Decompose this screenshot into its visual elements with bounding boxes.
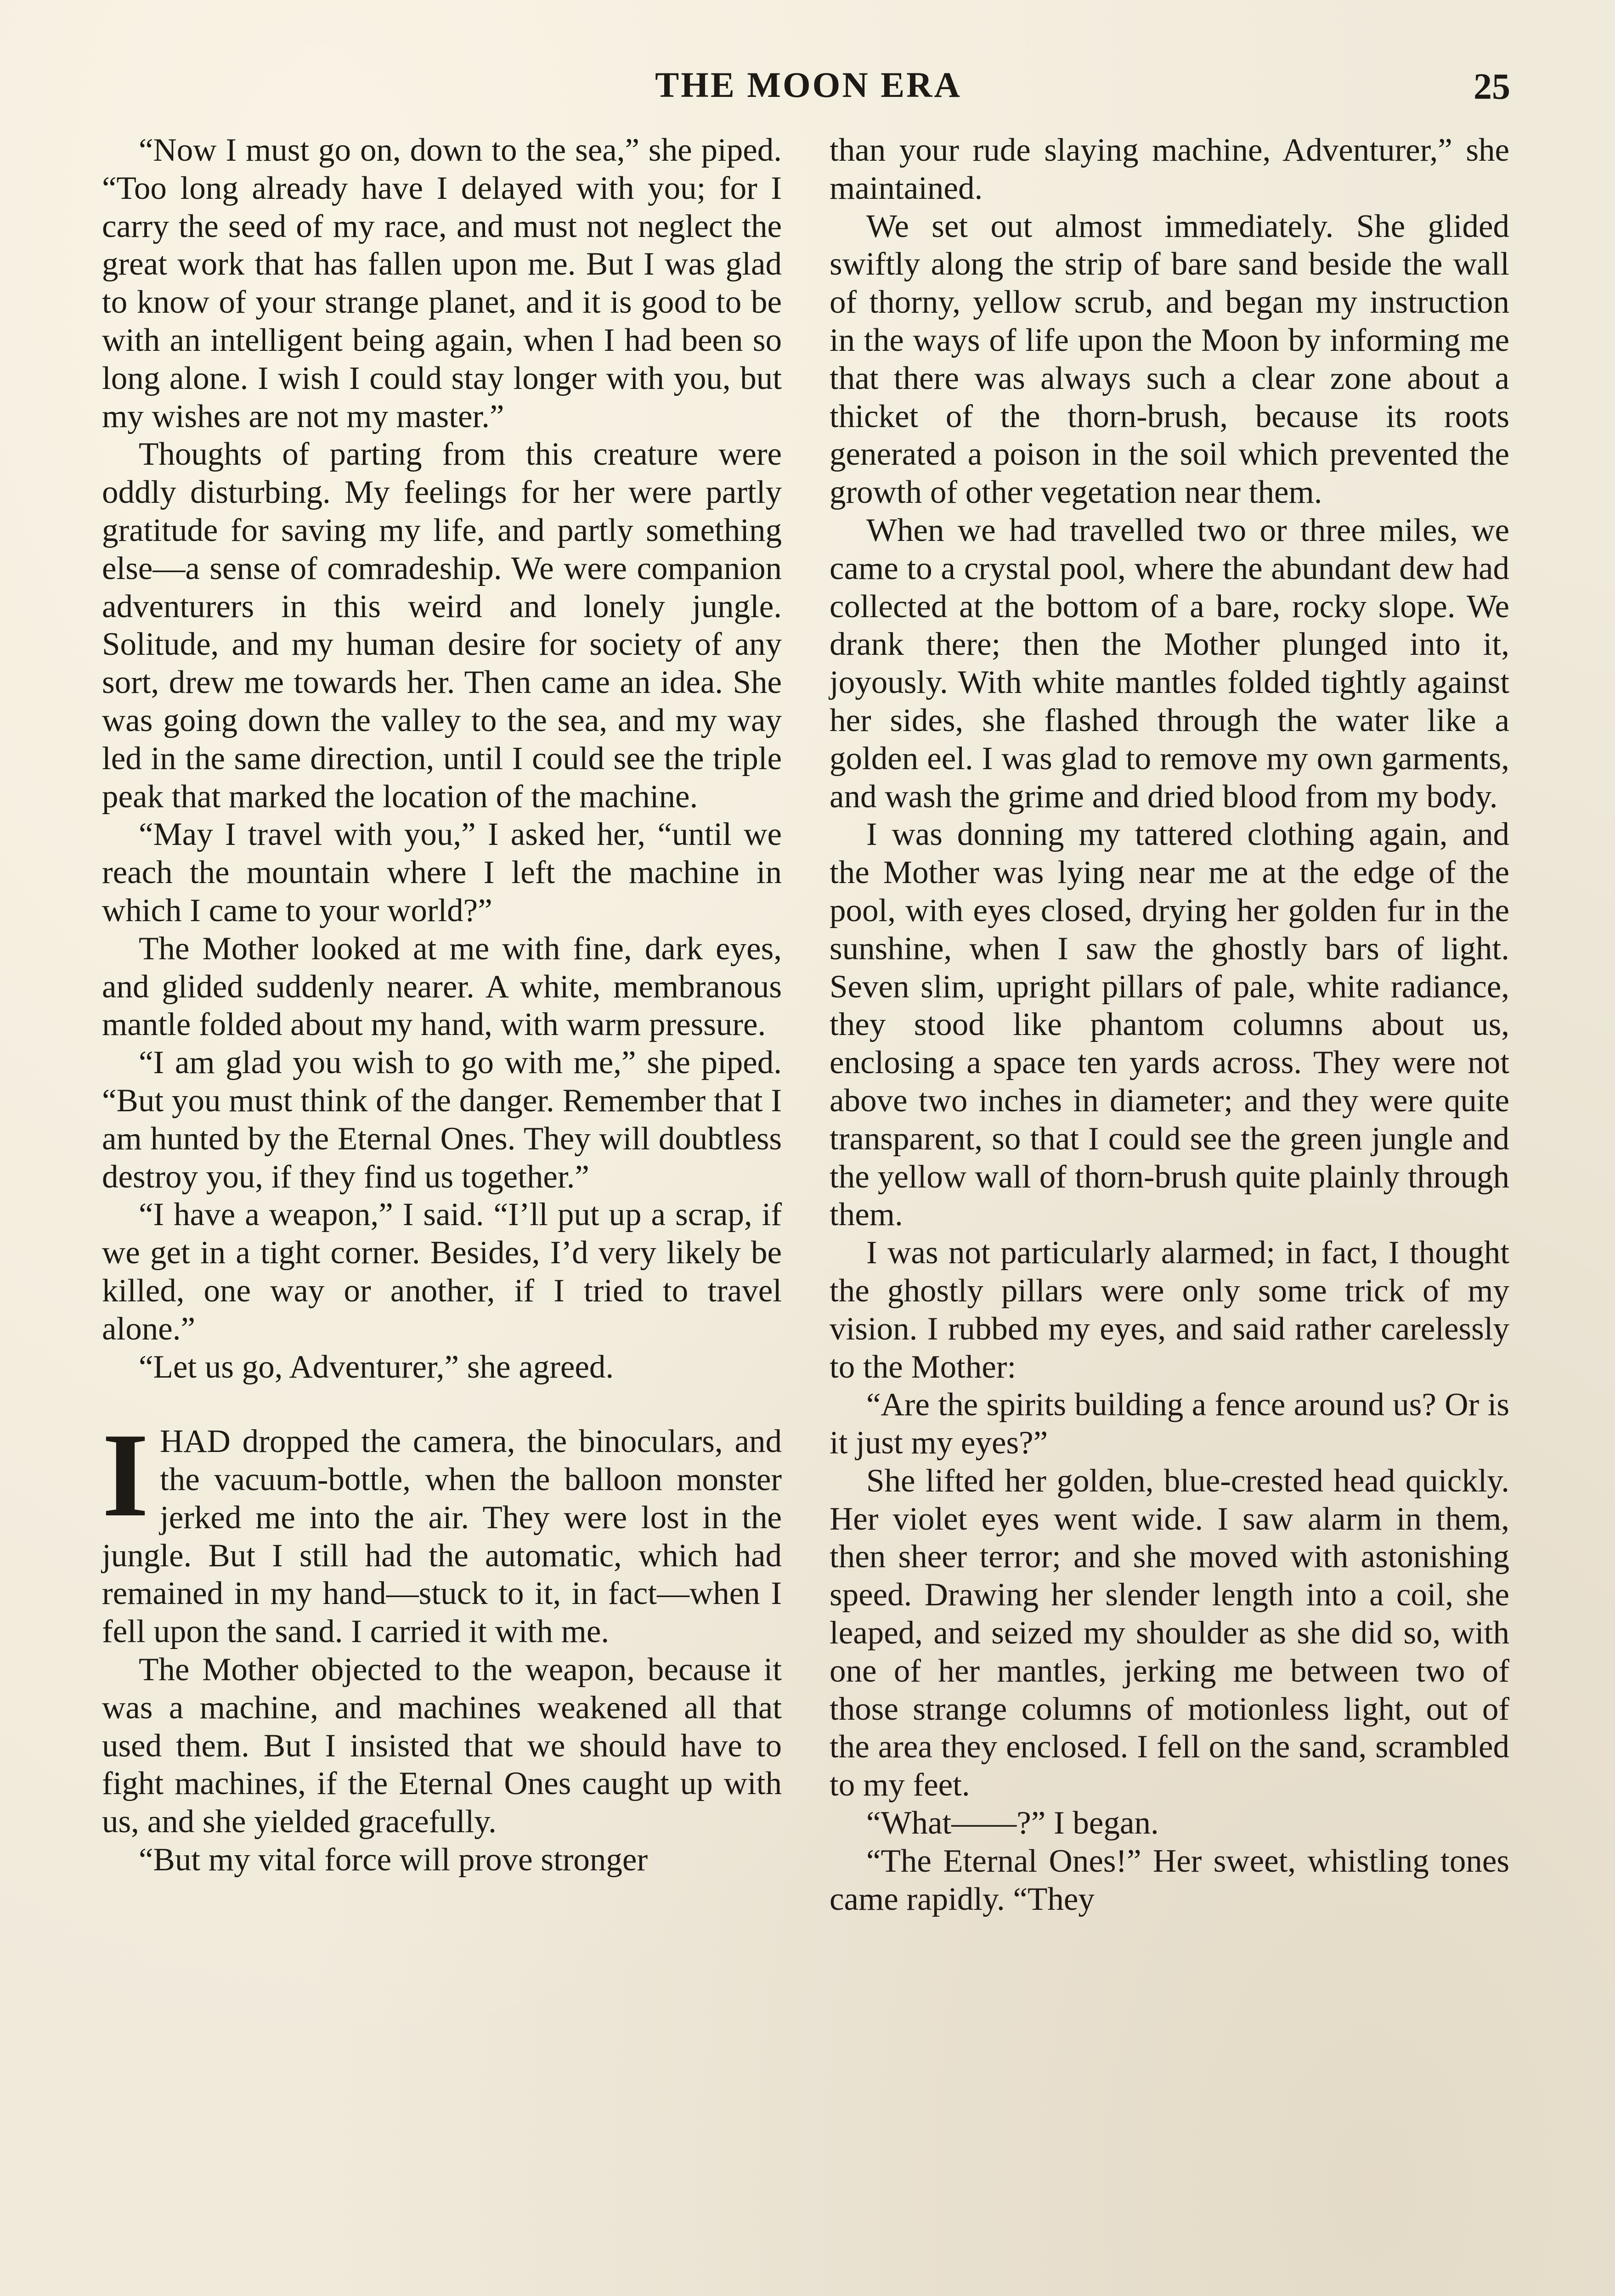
right-column <box>830 131 1509 1918</box>
paragraph: “The Eternal Ones!” Her sweet, whistling tones came rapidly. “They <box>830 1843 1509 1917</box>
paragraph: The Mother objected to the weapon, because it was a machine, and machines weakened all that used them. But I insisted that we should have to fight machines, if the Eternal Ones caught up with us, and she yielded gracefully. <box>102 1652 782 1840</box>
dropcap-paragraph-text: HAD dropped the camera, the binoculars, and the vacuum-bottle, when the balloon monster jerked me into the air. They were lost in the jungle. But I still had the automatic, which had remained in my hand—stuck to it, in fact—when I fell upon the sand. I carried it with me. <box>102 1424 782 1650</box>
paragraph: She lifted her golden, blue-crested head quickly. Her violet eyes went wide. I saw alarm in them, then sheer terror; and she moved with astonishing speed. Drawing her slender length into a coil, she leaped, and seized my shoulder as she did so, with one of her mantles, jerking me between two of those strange columns of motionless light, out of the area they enclosed. I fell on the sand, scrambled to my feet. <box>830 1463 1509 1803</box>
paragraph: “I am glad you wish to go with me,” she piped. “But you must think of the danger. Remember that I am hunted by the Eternal Ones. They will doubtless destroy you, if they find us together.” <box>102 1045 782 1195</box>
running-title: THE MOON ERA <box>655 65 962 105</box>
drop-cap-letter: I <box>102 1408 149 1542</box>
paragraph: “Let us go, Adventurer,” she agreed. <box>139 1349 614 1385</box>
section-break <box>102 1386 782 1423</box>
paragraph: “But my vital force will prove stronger <box>139 1842 648 1878</box>
paragraph: I was not particularly alarmed; in fact, I thought the ghostly pillars were only some trick of my vision. I rubbed my eyes, and said rather carelessly to the Mother: <box>830 1235 1509 1385</box>
page-number: 25 <box>1474 67 1510 107</box>
paragraph: “What——?” I began. <box>866 1805 1159 1841</box>
paragraph-continued: than your rude slaying machine, Adventurer,” she maintained. <box>830 132 1509 206</box>
paragraph: When we had travelled two or three miles, we came to a crystal pool, where the abundant dew had collected at the bottom of a bare, rocky slope. We drank there; then the Mother plunged into it, joyously. With white mantles folded tightly against her sides, she flashed through the water like a golden eel. I was glad to remove my own garments, and wash the grime and dried blood from my body. <box>830 512 1509 815</box>
paragraph: “Are the spirits building a fence around us? Or is it just my eyes?” <box>830 1387 1509 1461</box>
paragraph: We set out almost immediately. She glided swiftly along the strip of bare sand beside the wall of thorny, yellow scrub, and began my instruction in the ways of life upon the Moon by informing me that there was always such a clear zone about a thicket of the thorn-brush, because its roots generated a poison in the soil which prevented the growth of other vegetation near them. <box>830 208 1509 511</box>
paragraph: “I have a weapon,” I said. “I’ll put up a scrap, if we get in a tight corner. Besides, I’d very likely be killed, one way or another, if I tried to travel alone.” <box>102 1197 782 1347</box>
paragraph: “Now I must go on, down to the sea,” she piped. “Too long already have I delayed with you; for I carry the seed of my race, and must not neglect the great work that has fallen upon me. But I was glad to know of your strange planet, and it is good to be with an intelligent being again, when I had been so long alone. I wish I could stay longer with you, but my wishes are not my master.” <box>102 132 782 434</box>
paragraph: “May I travel with you,” I asked her, “until we reach the mountain where I left the machine in which I came to your world?” <box>102 816 782 929</box>
paragraph: The Mother looked at me with fine, dark eyes, and glided suddenly nearer. A white, membranous mantle folded about my hand, with warm pressure. <box>102 930 782 1043</box>
page-header <box>0 64 1615 115</box>
paragraph: Thoughts of parting from this creature were oddly disturbing. My feelings for her were partly gratitude for saving my life, and partly something else—a sense of comradeship. We were companion adventurers in this weird and lonely jungle. Solitude, and my human desire for society of any sort, drew me towards her. Then came an idea. She was going down the valley to the sea, and my way led in the same direction, until I could see the triple peak that marked the location of the machine. <box>102 436 782 815</box>
dropcap-paragraph <box>102 1408 782 1651</box>
paragraph: I was donning my tattered clothing again, and the Mother was lying near me at the edge of the pool, with eyes closed, drying her golden fur in the sunshine, when I saw the ghostly bars of light. Seven slim, upright pillars of pale, white radiance, they stood like phantom columns about us, enclosing a space ten yards across. They were not above two inches in diameter; and they were quite transparent, so that I could see the green jungle and the yellow wall of thorn-brush quite plainly through them. <box>830 816 1509 1233</box>
left-column <box>102 131 782 1879</box>
